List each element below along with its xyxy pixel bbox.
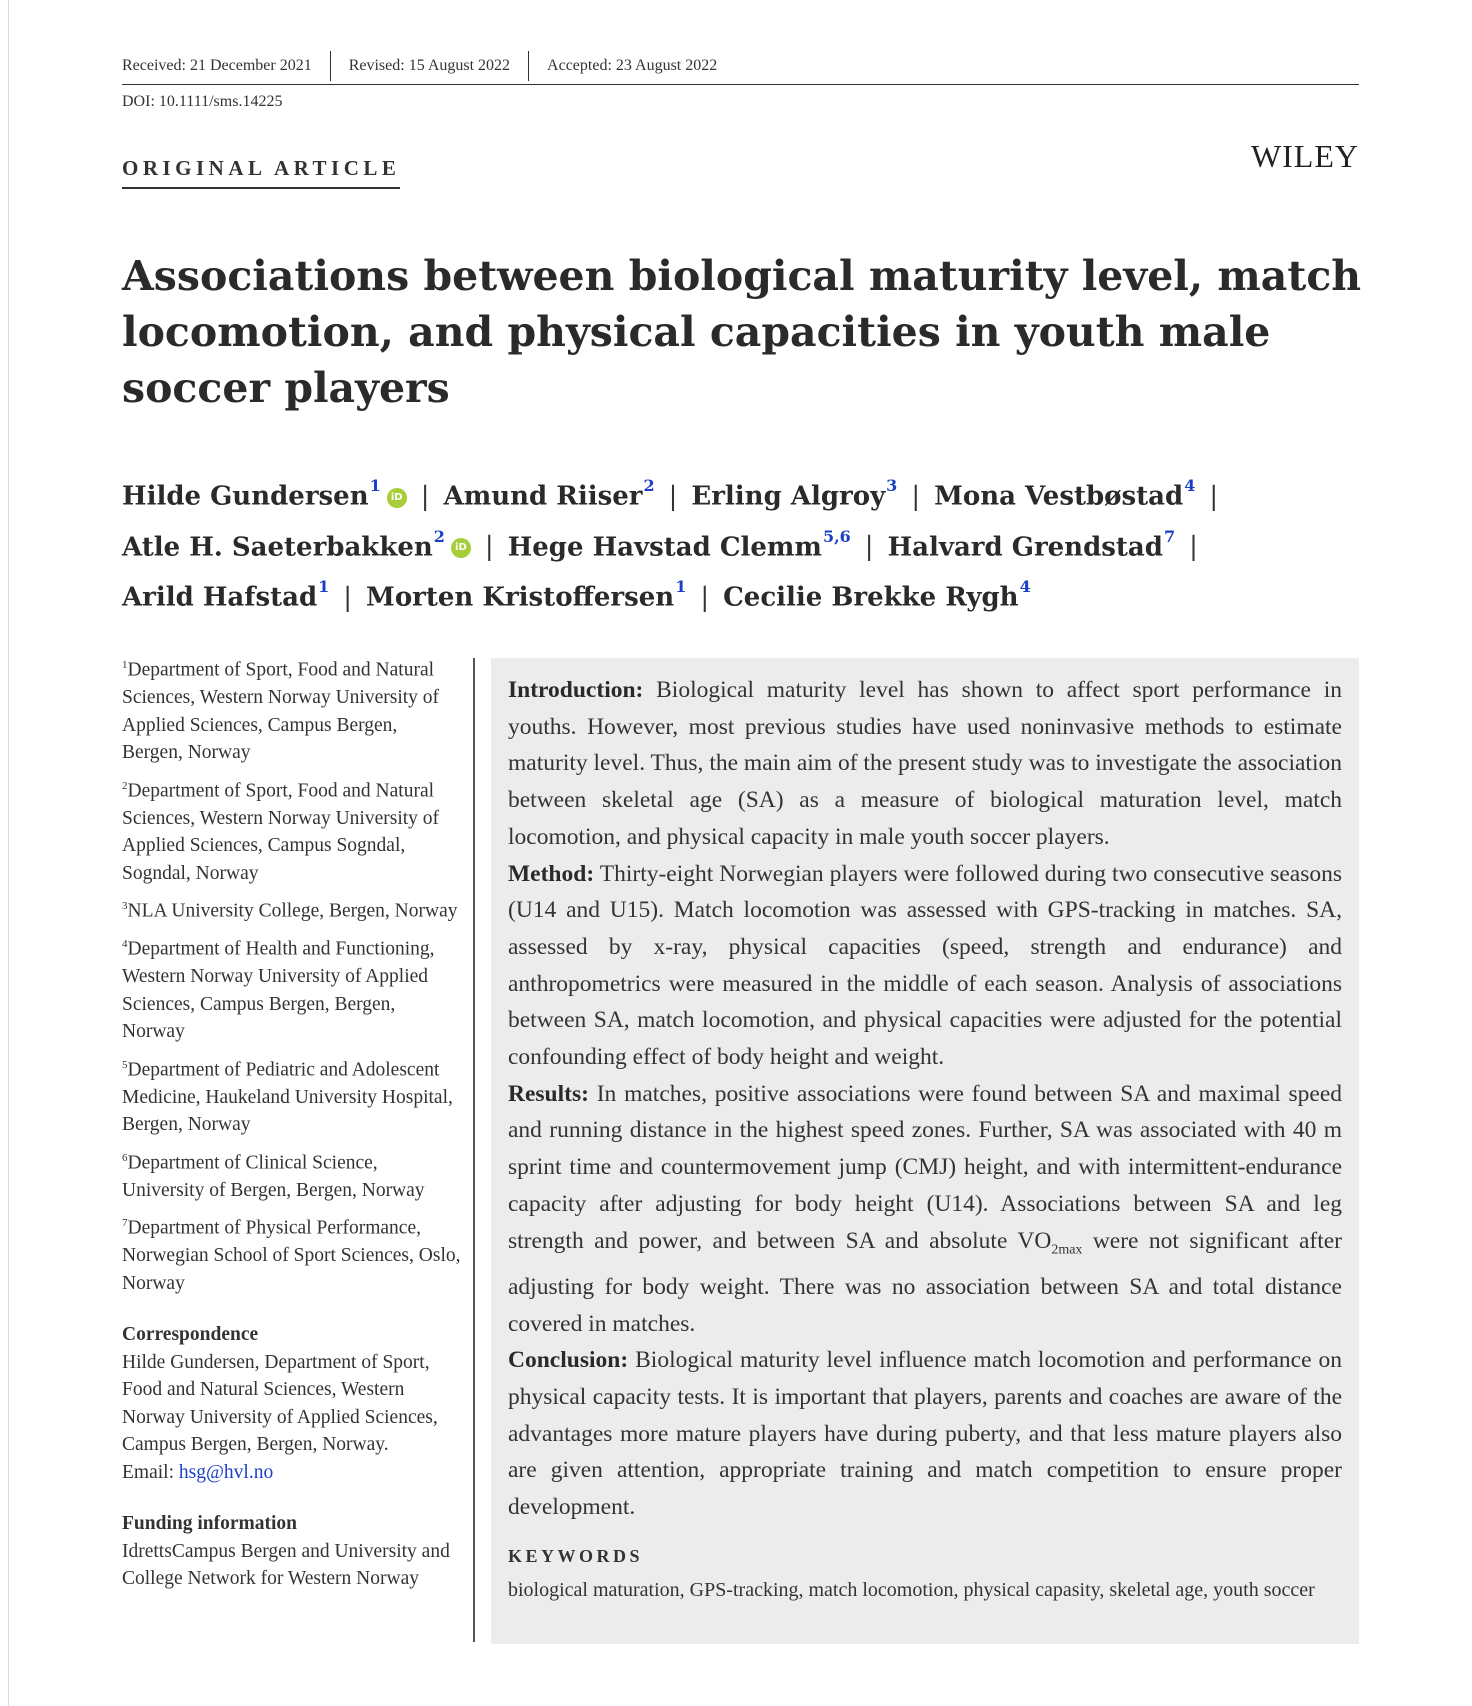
affiliation-number: 5 (122, 1058, 128, 1071)
affiliation-text: NLA University College, Bergen, Norway (127, 900, 458, 922)
affiliation-ref[interactable]: 1 (318, 577, 330, 597)
keywords-heading: KEYWORDS (508, 1546, 644, 1566)
page-edge (8, 0, 9, 1706)
affiliation-text: Department of Pediatric and Adolescent Medicine, Haukeland University Hospital, Bergen, Norway (122, 1059, 453, 1135)
affiliation-number: 6 (122, 1151, 128, 1164)
author-name[interactable]: Morten Kristoffersen (366, 582, 675, 613)
conclusion-text: Biological maturity level influence match locomotion and performance on physical capacity tests. It is important that players, parents and coaches are aware of the advantages more mature players have during puberty, and that less mature players also are given attention, appropriate training and match competition to ensure proper development. (508, 1347, 1343, 1521)
results-label: Results: (508, 1080, 589, 1107)
affiliation-ref[interactable]: 5,6 (822, 526, 851, 546)
revised-date: Revised: 15 August 2022 (348, 57, 511, 74)
author-separator: | (484, 532, 494, 563)
author-name[interactable]: Erling Algroy (691, 481, 886, 512)
affiliation-number: 4 (122, 938, 128, 950)
author-list (122, 468, 1362, 620)
funding-text: IdrettsCampus Bergen and University and College Network for Western Norway (122, 1540, 450, 1589)
author-name[interactable]: Arild Hafstad (122, 582, 318, 613)
affiliation-ref[interactable]: 2 (643, 476, 655, 495)
author-name[interactable]: Hege Havstad Clemm (507, 532, 822, 563)
intro-text: Biological maturity level has shown to affect sport performance in youths. However, most previous studies have used noninvasive methods to estimate maturity level. Thus, the main aim of the present study was to investigate the association between skeletal age (SA) as a measure of biological maturation level, match locomotion, and physical capacity in male youth soccer players. (508, 677, 1343, 850)
affiliation-item (122, 1210, 462, 1297)
affiliation-ref[interactable]: 4 (1019, 577, 1031, 597)
author-separator: | (420, 481, 430, 512)
method-label: Method: (508, 860, 595, 887)
author-name[interactable]: Atle H. Saeterbakken (122, 532, 433, 563)
affiliation-number: 3 (122, 900, 128, 912)
email-link[interactable]: hsg@hvl.no (178, 1461, 274, 1483)
author-name[interactable]: Amund Riiser (443, 481, 643, 512)
correspondence-heading: Correspondence (122, 1324, 259, 1345)
correspondence-text (122, 1349, 462, 1487)
author-separator: | (343, 582, 353, 613)
article-type: ORIGINAL ARTICLE (122, 156, 400, 189)
affiliation-item (122, 893, 462, 925)
affiliation-item (122, 1145, 462, 1205)
article-title: Associations between biological maturity level, match locomotion, and physical capacities in youth male soccer players (122, 252, 1362, 412)
affiliation-ref[interactable]: 1 (675, 577, 687, 597)
author-separator: | (1189, 532, 1198, 563)
abstract-text (508, 672, 1342, 1526)
orcid-icon[interactable]: iD (387, 488, 407, 508)
author-separator: | (668, 481, 678, 512)
author-separator: | (864, 532, 874, 563)
affiliation-ref[interactable]: 2 (433, 526, 445, 546)
affiliation-text: Department of Sport, Food and Natural Sciences, Western Norway University of Applied Sciences, Campus Sogndal, Sogndal, Norway (122, 780, 440, 884)
method-text: Thirty-eight Norwegian players were followed during two consecutive seasons (U14 and U15). Match locomotion was assessed with GPS-tracking in matches. SA, assessed by x-ray, physical capacities (speed, strength and endurance) and anthropometrics were measured in the middle of each season. Analysis of associations between SA, match locomotion, and physical capacities were adjusted for the potential confounding effect of body height and weight. (508, 860, 1343, 1071)
affiliation-number: 7 (122, 1217, 128, 1229)
author-separator: | (700, 582, 710, 613)
vo2max-subscript: 2max (1051, 1242, 1083, 1258)
correspondence-address: Hilde Gundersen, Department of Sport, Food and Natural Sciences, Western Norway University of Applied Sciences, Campus Bergen, Bergen, Norway. (122, 1351, 438, 1455)
affiliation-number: 1 (122, 659, 128, 671)
affiliation-ref[interactable]: 1 (369, 476, 381, 495)
accepted-date: Accepted: 23 August 2022 (547, 57, 718, 74)
affiliation-item (122, 652, 462, 767)
author-separator: | (1209, 481, 1219, 512)
affiliation-text: Department of Health and Functioning, Western Norway University of Applied Sciences, Campus Bergen, Bergen, Norway (122, 938, 435, 1042)
author-separator: | (911, 481, 921, 512)
author-name[interactable]: Halvard Grendstad (887, 532, 1163, 563)
affiliation-text: Department of Sport, Food and Natural Sciences, Western Norway University of Applied Sciences, Campus Bergen, Bergen, Norway (122, 659, 440, 763)
affiliation-ref[interactable]: 7 (1163, 526, 1176, 546)
received-date: Received: 21 December 2021 (122, 57, 312, 74)
affiliation-ref[interactable]: 4 (1184, 476, 1196, 495)
funding-heading: Funding information (122, 1513, 297, 1534)
author-name[interactable]: Cecilie Brekke Rygh (723, 582, 1019, 613)
affiliation-item (122, 773, 462, 888)
orcid-icon[interactable]: iD (451, 538, 471, 558)
keywords-text: biological maturation, GPS-tracking, match locomotion, physical capasity, skeletal age, youth soccer (508, 1579, 1315, 1601)
sidebar-column (122, 652, 462, 1593)
conclusion-label: Conclusion: (508, 1347, 629, 1374)
author-name[interactable]: Mona Vestbøstad (934, 481, 1184, 512)
results-text-cont: were not significant after adjusting for body weight. There was no association between SA and total distance covered in matches. (508, 1227, 1342, 1337)
intro-label: Introduction: (508, 677, 644, 703)
affiliation-text: Department of Clinical Science, University of Bergen, Bergen, Norway (122, 1152, 425, 1201)
affiliation-item (122, 931, 462, 1046)
abstract-box (491, 658, 1359, 1644)
email-label: Email: (122, 1461, 179, 1483)
affiliation-text: Department of Physical Performance, Norwegian School of Sport Sciences, Oslo, Norway (122, 1217, 461, 1294)
affiliation-item (122, 1052, 462, 1139)
publisher-logo: WILEY (1250, 138, 1359, 174)
affiliation-number: 2 (122, 779, 128, 792)
results-text: In matches, positive associations were found between SA and maximal speed and running distance in the highest speed zones. Further, SA was associated with 40 m sprint time and countermovement jump (CMJ) height, and with intermittent-endurance capacity after adjusting for body height (U14). Associations between SA and leg strength and power, and between SA and absolute VO (508, 1080, 1343, 1254)
column-divider (473, 658, 475, 1642)
doi: DOI: 10.1111/sms.14225 (122, 93, 283, 110)
article-dates (122, 48, 1359, 85)
author-name[interactable]: Hilde Gundersen (122, 481, 369, 512)
affiliation-ref[interactable]: 3 (886, 476, 898, 495)
